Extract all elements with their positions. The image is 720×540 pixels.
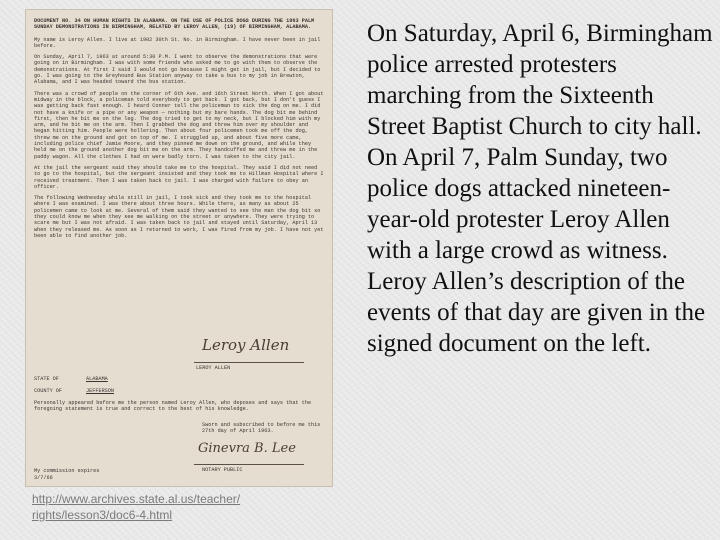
county-label: COUNTY OF [34, 388, 63, 394]
commission-date: 3/7/66 [34, 475, 53, 481]
commission-label: My commission expires [34, 468, 100, 474]
document-paragraph: My name is Leroy Allen. I live at 1902 30th St. No. in Birmingham. I have never been in jail before. [34, 36, 321, 49]
document-paragraph: The following Wednesday while still in jail, I took sick and they took me to the hospital where I was examined. I was there about three hours. While there, as many as about 25 policemen came to look at me. Several of them said they wanted to see the man the dog bit so they could know me when they see me walking on the street or anywhere. They were trying to scare me but I was not afraid. I was taken back to jail and stayed until Saturday, April 13 when they released me. As soon as I returned to work, I was fired from my job. I have not yet been able to find another job. [34, 195, 324, 239]
historical-document-image [26, 10, 332, 486]
document-header: DOCUMENT NO. 34 ON HUMAN RIGHTS IN ALABAMA. ON THE USE OF POLICE DOGS DURING THE 1963 PALM SUNDAY DEMONSTRATIONS IN BIRMINGHAM, RELATED BY LEROY ALLEN, (19) OF BIRMINGHAM, ALABAMA. [34, 18, 315, 31]
description-paragraph-2: Leroy Allen’s description of the events of that day are given in the signed document on the left. [367, 268, 706, 357]
sworn-statement: Sworn and subscribed to before me this 27th day of April 1963. [202, 422, 321, 435]
county-value: JEFFERSON [86, 388, 115, 394]
source-link-line-1: http://www.archives.state.al.us/teacher/ [32, 492, 241, 506]
slide-text [367, 18, 713, 359]
document-paragraph: At the jail the sergeant said they should take me to the hospital. They said I did not need to go to the hospital, but the sergeant insisted and they took me to Hillman Hospital where I received treatment. Then I was taken back to jail. I was charged with failure to obey an officer. [34, 164, 324, 190]
source-link[interactable] [32, 491, 240, 523]
notary-signature: Ginevra B. Lee [198, 441, 296, 456]
notary-statement: Personally appeared before me the person named Leroy Allen, who deposes and says that the foregoing statement is true and correct to the best of his knowledge. [34, 400, 312, 413]
description-paragraph-1: On Saturday, April 6, Birmingham police arrested protesters marching from the Sixteenth Street Baptist Church to city hall. On April 7, Palm Sunday, two police dogs attacked nineteen-year-old protester Leroy Allen with a large crowd as witness. [367, 20, 713, 264]
notary-signature-line [194, 464, 304, 465]
notary-label: NOTARY PUBLIC [202, 467, 243, 473]
signature-line [194, 362, 304, 363]
signer-name: LEROY ALLEN [196, 365, 231, 371]
document-paragraph: There was a crowd of people on the corner of 6th Ave. and 16th Street North. When I got about midway in the block, a policeman told everybody to get back. I got back, but I don't guess I was getting back fast enough. I heard Conner tell the policeman to sick the dog on me. I did not have a knife or a pipe or any weapon — nothing but my bare hands. The dog bit me behind first, then he bit me on the leg. The dog tried to get to my neck, but I blocked him with my arm, and he bit me on the arm. Then I grabbed the dog and threw him over my shoulder and began hitting him. People were hollering. Then about four policemen took me off the dog, threw me on the ground and got on top of me. I struggled up, and about five more came, including police chief Jamie Moore, and they pinned me down on the ground, and while they held me on the ground another dog bit me on the arm. They handcuffed me and threw me in the paddy wagon. All the clothes I had on were badly torn. I was taken to the city jail. [34, 90, 324, 160]
source-link-line-2: rights/lesson3/doc6-4.html [32, 508, 173, 522]
state-value: ALABAMA [86, 376, 108, 382]
state-label: STATE OF [34, 376, 59, 382]
leroy-allen-signature: Leroy Allen [202, 336, 290, 354]
document-paragraph: On Sunday, April 7, 1963 at around 5:30 P.M. I went to observe the demonstrations that were going on in Birmingham. I was with some friends who asked me to go with them to observe the demonstrations. At first I said I would not go because I might get in jail, but I decided to go. I was going to the Greyhound Bus Station anyway to take a bus to my job in Brewton, Alabama, and I was headed toward the bus station. [34, 54, 321, 86]
